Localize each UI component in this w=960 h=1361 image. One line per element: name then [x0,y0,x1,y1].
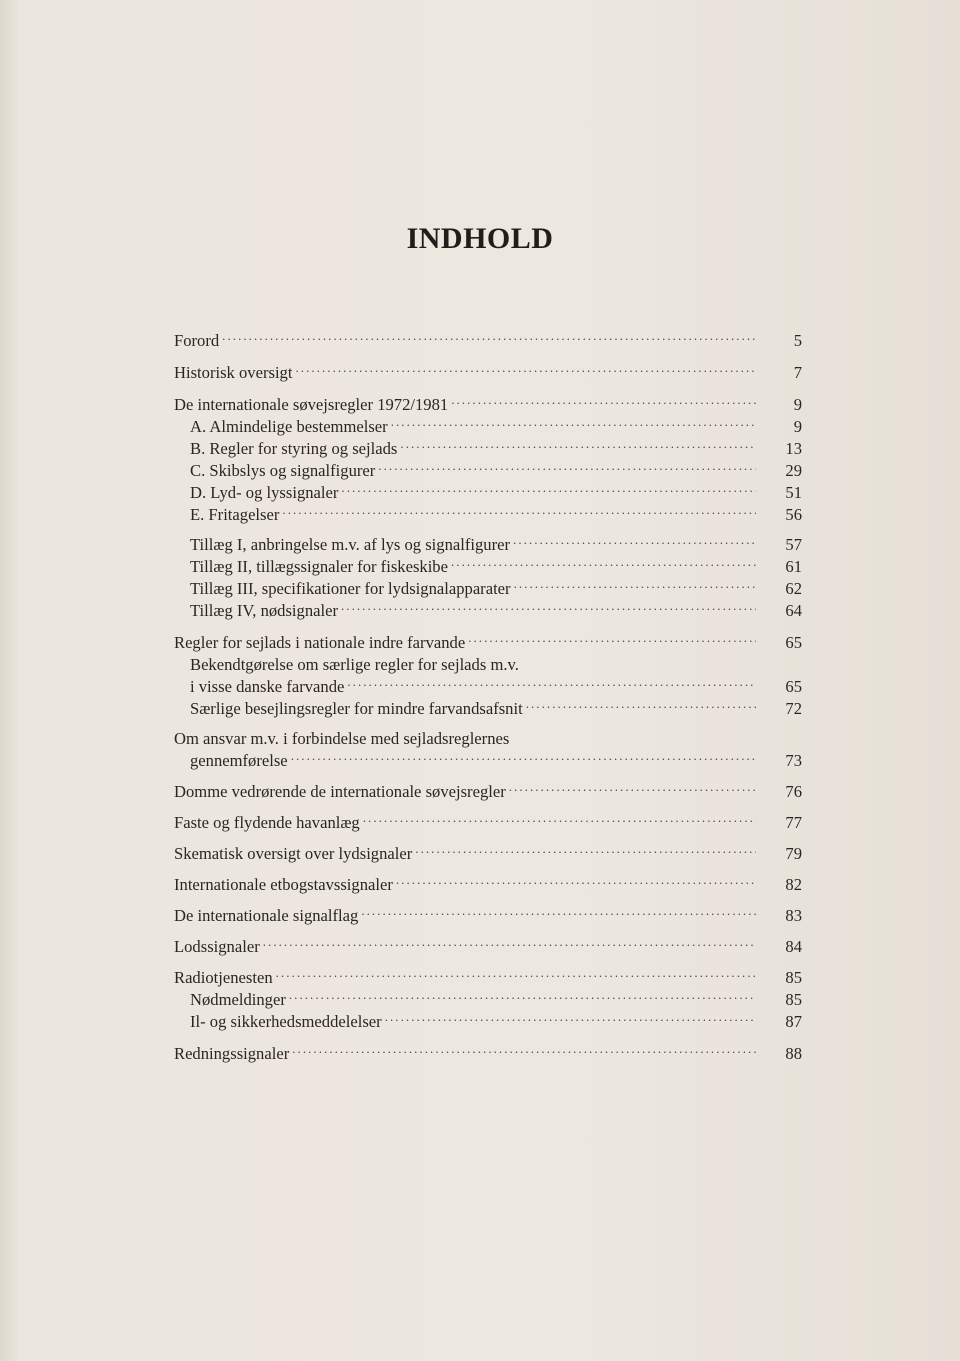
leader-dots [361,899,756,921]
toc-entry-page: 7 [793,363,802,382]
leader-dots [289,983,756,1005]
leader-dots [415,837,756,859]
toc-entry [174,324,806,350]
toc-entry [174,1037,806,1063]
toc-entry-page: 82 [785,875,802,894]
toc-entry-label: Domme vedrørende de internationale søvejsregler [174,782,506,801]
leader-dots [222,324,756,346]
leader-dots [347,670,756,692]
leader-dots [295,356,756,378]
toc-entry-label: Regler for sejlads i nationale indre farvande [174,633,466,652]
toc-entry-label: Faste og flydende havanlæg [174,813,360,832]
toc-entry-label: Il- og sikkerhedsmeddelelser [190,1012,382,1031]
toc-entry [174,388,806,414]
toc-entry-label: Radiotjenesten [174,968,273,987]
toc-entry-label: Tillæg II, tillægssignaler for fiskeskibe [190,557,448,576]
leader-dots [341,594,756,616]
toc-entry-page: 73 [785,751,802,770]
toc-entry-label: Skematisk oversigt over lydsignaler [174,844,413,863]
toc-entry-page: 88 [785,1044,802,1063]
leader-dots [391,410,756,432]
toc-entry-page: 51 [785,483,802,502]
toc-entry-page: 62 [785,579,802,598]
toc-entry-label: gennemførelse [190,751,288,770]
toc-entry-label: Tillæg IV, nødsignaler [190,601,338,620]
toc-entry-page: 9 [793,395,802,414]
leader-dots [400,432,756,454]
toc-entry [174,454,806,480]
toc-entry-label: Bekendtgørelse om særlige regler for sejlads m.v. [190,655,519,674]
toc-entry-page: 64 [785,601,802,620]
toc-entry-page: 65 [785,677,802,696]
toc-entry-page: 13 [785,439,802,458]
toc-entry-page: 72 [785,699,802,718]
toc-entry [174,775,806,801]
leader-dots [513,528,756,550]
toc-entry [174,930,806,956]
toc-entry-page: 87 [785,1012,802,1031]
toc-entry-label: Redningssignaler [174,1044,290,1063]
toc-entry-label: i visse danske farvande [190,677,345,696]
toc-entry-label: Særlige besejlingsregler for mindre farvandsafsnit [190,699,523,718]
toc-entry [174,722,806,748]
toc-entry-label: Internationale etbogstavssignaler [174,875,393,894]
leader-dots [341,476,756,498]
leader-dots [468,626,756,648]
leader-dots [385,1005,756,1027]
toc-entry [174,410,806,436]
leader-dots [514,572,756,594]
toc-entry-page: 61 [785,557,802,576]
toc-entry [174,692,806,718]
toc-entry [174,432,806,458]
leader-dots [363,806,756,828]
toc-entry [174,868,806,894]
toc-entry [174,572,806,598]
toc-entry [174,528,806,554]
toc-entry-label: De internationale signalflag [174,906,359,925]
toc-entry [174,670,806,696]
toc-entry-label: E. Fritagelser [190,505,280,524]
toc-entry [174,356,806,382]
toc-entry-label: Forord [174,331,220,350]
leader-dots [451,550,756,572]
toc-entry-page: 76 [785,782,802,801]
toc-entry-page: 79 [785,844,802,863]
toc-entry-page: 5 [793,331,802,350]
leader-dots [396,868,756,890]
toc-entry [174,899,806,925]
toc-entry-page: 56 [785,505,802,524]
toc-entry-label: Lodssignaler [174,937,260,956]
leader-dots [276,961,756,983]
toc-entry [174,837,806,863]
toc-entry-page: 77 [785,813,802,832]
toc-entry-label: Om ansvar m.v. i forbindelse med sejladsreglernes [174,729,510,748]
leader-dots [512,722,756,744]
toc-entry-page: 9 [793,417,802,436]
leader-dots [263,930,756,952]
toc-entry [174,626,806,652]
toc-entry [174,594,806,620]
toc-entry-page: 65 [785,633,802,652]
toc-entry-label: Nødmeldinger [190,990,286,1009]
toc-entry-page: 85 [785,990,802,1009]
toc-entry-page: 57 [785,535,802,554]
toc-entry-page: 84 [785,937,802,956]
leader-dots [526,692,756,714]
toc-entry [174,550,806,576]
toc-entry-label: Tillæg III, specifikationer for lydsignalapparater [190,579,511,598]
table-of-contents [174,324,806,1063]
toc-entry-page: 85 [785,968,802,987]
toc-entry [174,648,806,674]
leader-dots [378,454,756,476]
page-title: INDHOLD [406,222,554,255]
leader-dots [522,648,756,670]
toc-entry [174,744,806,770]
leader-dots [282,498,756,520]
toc-entry-label: A. Almindelige bestemmelser [190,417,388,436]
toc-entry-page: 29 [785,461,802,480]
leader-dots [509,775,756,797]
toc-entry-label: B. Regler for styring og sejlads [190,439,398,458]
toc-entry-label: C. Skibslys og signalfigurer [190,461,376,480]
toc-entry [174,806,806,832]
toc-entry [174,498,806,524]
toc-entry-label: D. Lyd- og lyssignaler [190,483,339,502]
toc-entry [174,961,806,987]
toc-entry-page: 83 [785,906,802,925]
leader-dots [292,1037,756,1059]
toc-entry [174,983,806,1009]
toc-entry-label: De internationale søvejsregler 1972/1981 [174,395,449,414]
toc-entry [174,476,806,502]
leader-dots [291,744,756,766]
toc-entry [174,1005,806,1031]
toc-entry-label: Tillæg I, anbringelse m.v. af lys og signalfigurer [190,535,511,554]
toc-entry-label: Historisk oversigt [174,363,293,382]
leader-dots [451,388,756,410]
